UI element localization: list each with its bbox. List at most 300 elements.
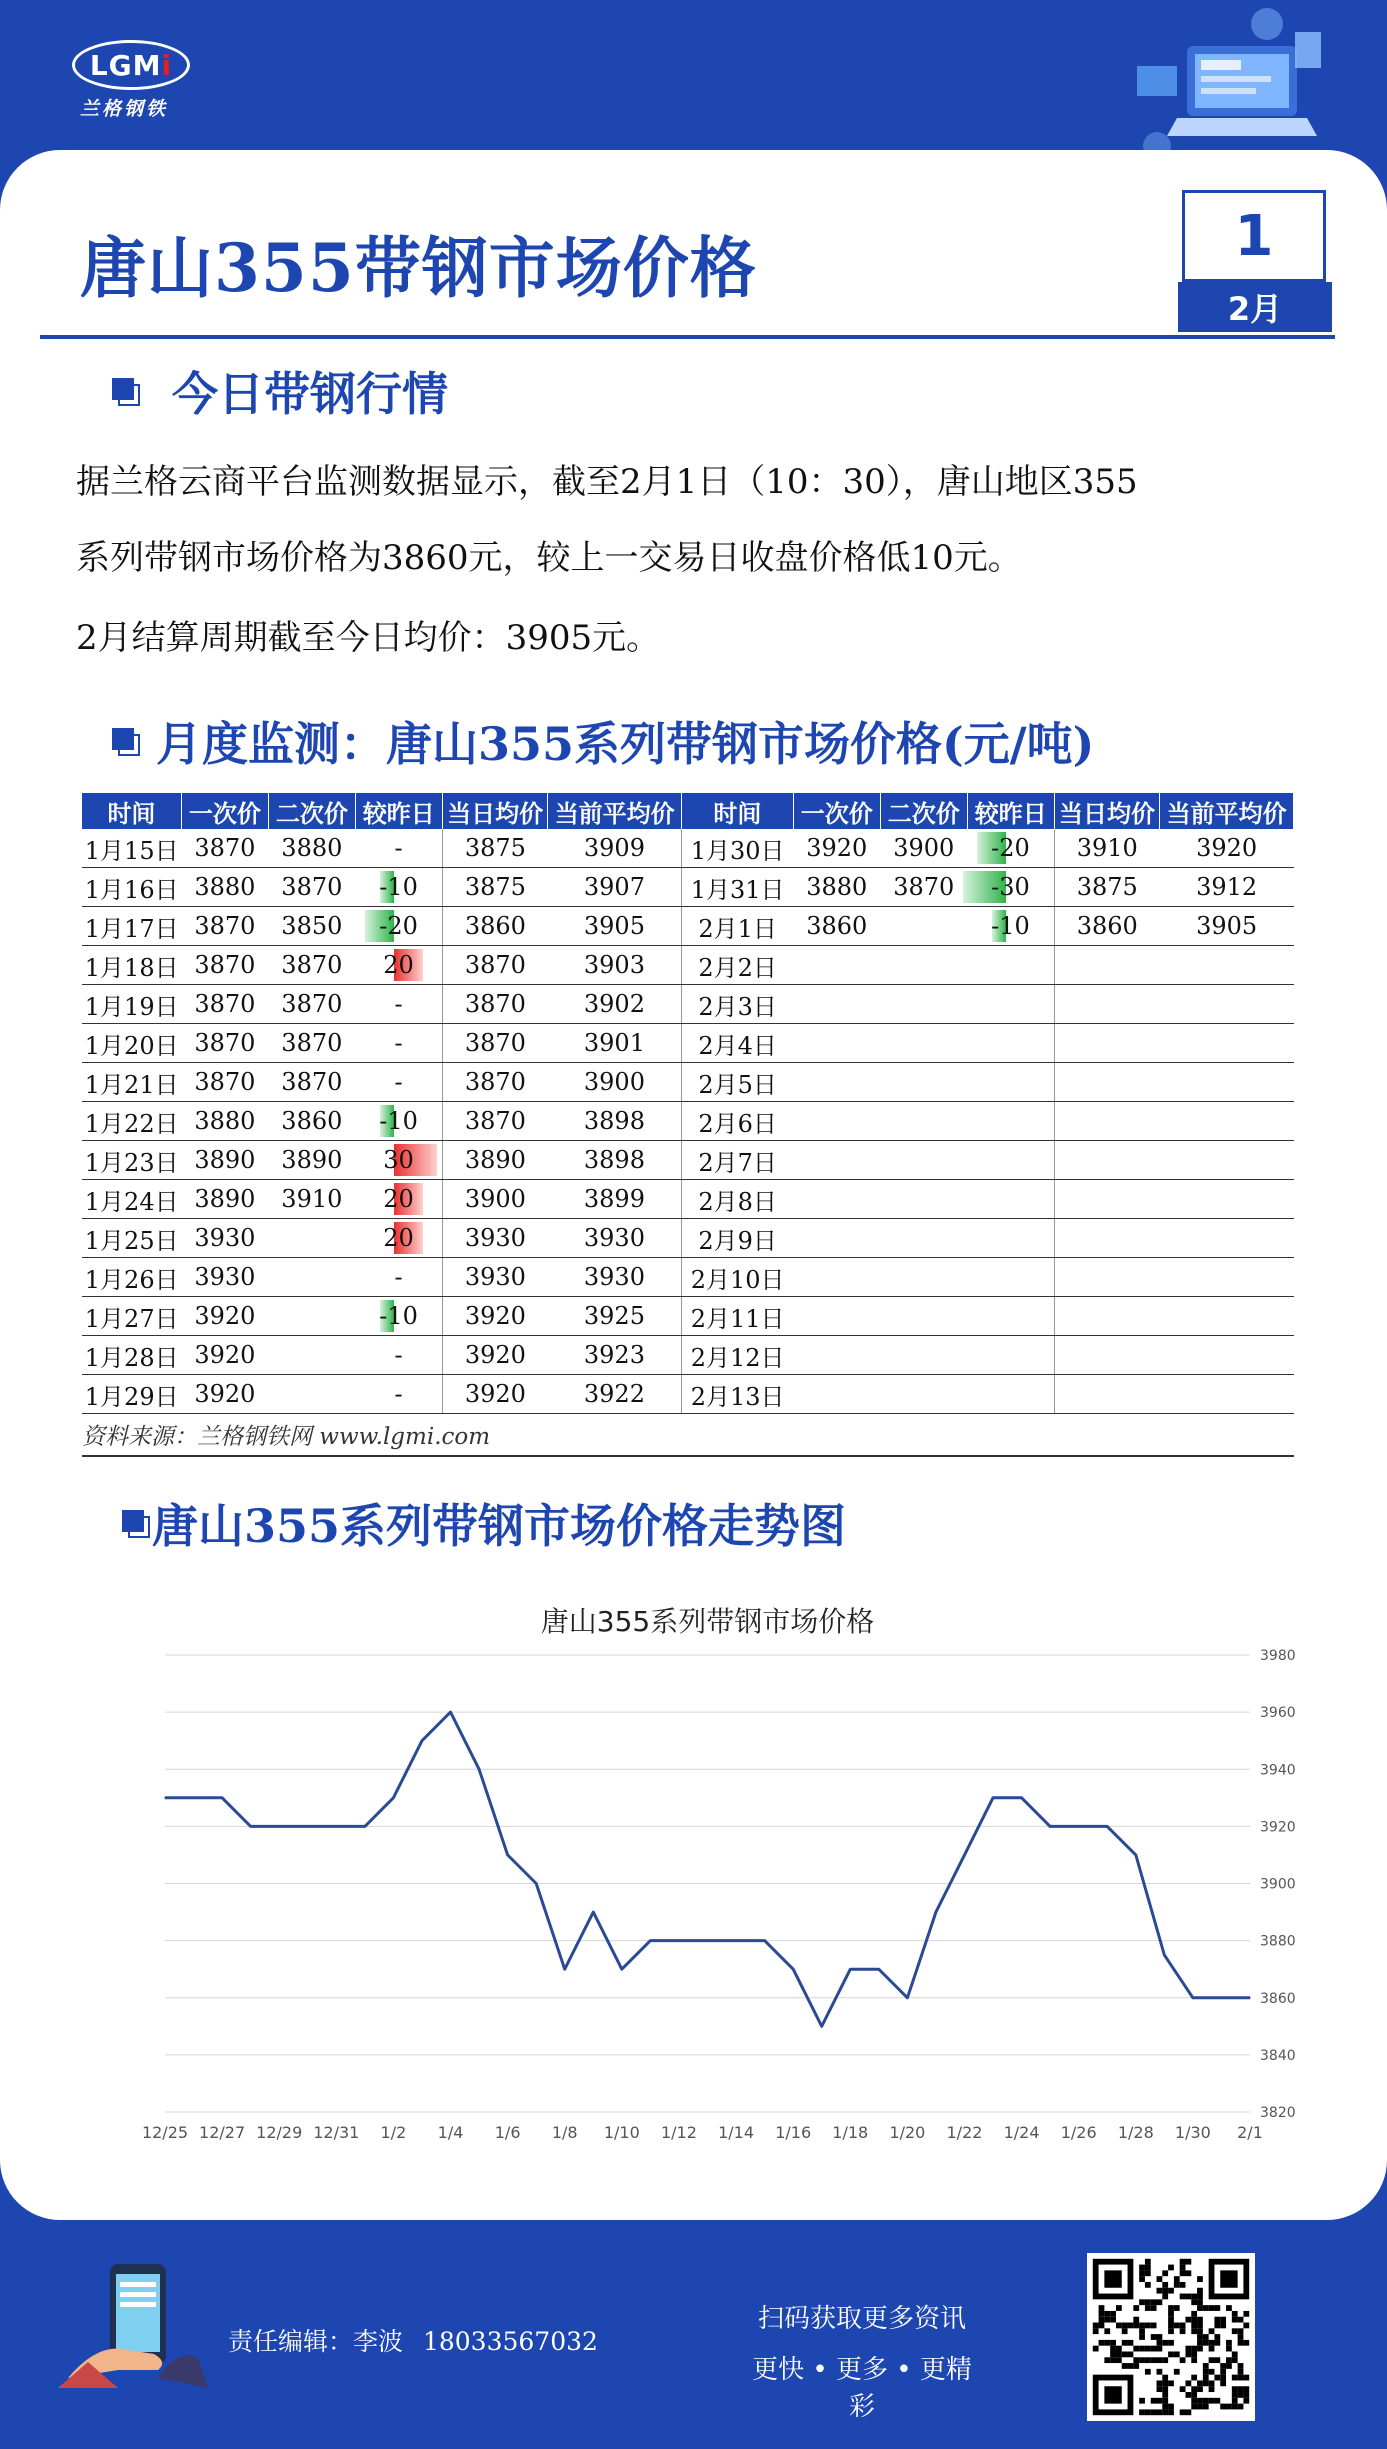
table-cell [1160, 1258, 1294, 1297]
data-point [221, 1797, 223, 1799]
table-cell: 3870 [268, 1063, 355, 1102]
change-cell [967, 1258, 1054, 1297]
table-cell [1054, 946, 1160, 985]
qr-code[interactable] [1087, 2253, 1255, 2421]
x-tick-label: 1/30 [1174, 2123, 1211, 2142]
table-cell: 2月10日 [681, 1258, 793, 1297]
data-point [450, 1711, 452, 1713]
table-cell: 3870 [181, 829, 268, 868]
table-body [82, 829, 1294, 1414]
table-cell [880, 1141, 967, 1180]
series-line [165, 1712, 1250, 2026]
table-cell: 3903 [548, 946, 682, 985]
table-cell: 3870 [442, 946, 548, 985]
table-cell: 3875 [1054, 868, 1160, 907]
change-cell [355, 1375, 442, 1414]
table-cell: 3870 [181, 1063, 268, 1102]
table-cell [880, 1063, 967, 1102]
change-value: - [394, 1029, 403, 1057]
data-point [393, 1797, 395, 1799]
table-cell: 1月18日 [82, 946, 181, 985]
table-cell [793, 1375, 880, 1414]
data-source: 资料来源：兰格钢铁网 www.lgmi.com [82, 1418, 1294, 1457]
data-point [1221, 1997, 1223, 1999]
data-point [707, 1940, 709, 1942]
change-cell [967, 1297, 1054, 1336]
table-cell [1160, 1219, 1294, 1258]
table-cell [793, 1141, 880, 1180]
table-cell [1054, 1024, 1160, 1063]
table-row [82, 868, 1294, 907]
change-value: - [394, 834, 403, 862]
x-tick-label: 1/8 [551, 2123, 578, 2142]
table-cell: 3880 [268, 829, 355, 868]
table-row [82, 1336, 1294, 1375]
section-bullet-icon [112, 728, 138, 754]
column-header: 二次价 [880, 793, 967, 829]
column-header: 时间 [82, 793, 181, 829]
data-point [849, 1968, 851, 1970]
table-row [82, 1063, 1294, 1102]
change-value: 20 [383, 1224, 414, 1252]
table-cell: 3898 [548, 1102, 682, 1141]
table-cell: 3920 [442, 1336, 548, 1375]
table-cell: 3898 [548, 1141, 682, 1180]
x-tick-label: 12/25 [141, 2123, 189, 2142]
title-divider [40, 335, 1335, 339]
section-today [112, 358, 448, 424]
table-cell [880, 1375, 967, 1414]
table-cell [1054, 1063, 1160, 1102]
data-point [478, 1768, 480, 1770]
data-point [764, 1940, 766, 1942]
table-cell [268, 1297, 355, 1336]
table-cell [880, 907, 967, 946]
table-cell: 1月25日 [82, 1219, 181, 1258]
chart-title: 唐山355系列带钢市场价格 [540, 1605, 875, 1638]
table-cell [793, 985, 880, 1024]
change-cell [355, 1102, 442, 1141]
table-cell: 3890 [181, 1141, 268, 1180]
x-tick-label: 1/26 [1060, 2123, 1097, 2142]
change-cell [967, 1180, 1054, 1219]
change-cell [355, 1141, 442, 1180]
data-point [193, 1797, 195, 1799]
change-cell [967, 985, 1054, 1024]
data-point [278, 1826, 280, 1828]
table-cell: 3870 [442, 985, 548, 1024]
data-point [535, 1883, 537, 1885]
change-value: -10 [991, 912, 1030, 940]
column-header: 时间 [681, 793, 793, 829]
y-tick-label: 3940 [1260, 1762, 1296, 1779]
table-cell: 3901 [548, 1024, 682, 1063]
change-value: -20 [379, 912, 418, 940]
data-point [507, 1854, 509, 1856]
x-tick-label: 1/18 [832, 2123, 869, 2142]
change-cell [355, 1024, 442, 1063]
data-point [1021, 1797, 1023, 1799]
table-cell: 3902 [548, 985, 682, 1024]
table-cell: 2月12日 [681, 1336, 793, 1375]
table-cell: 3860 [268, 1102, 355, 1141]
table-cell: 1月30日 [681, 829, 793, 868]
table-cell: 3870 [268, 985, 355, 1024]
x-tick-label: 1/12 [660, 2123, 697, 2142]
change-value: 20 [383, 1185, 414, 1213]
column-header: 一次价 [793, 793, 880, 829]
table-cell: 1月24日 [82, 1180, 181, 1219]
x-tick-label: 1/20 [889, 2123, 926, 2142]
table-row [82, 1258, 1294, 1297]
table-cell: 3870 [181, 985, 268, 1024]
table-cell [880, 985, 967, 1024]
data-point [1249, 1997, 1251, 1999]
table-cell: 3890 [181, 1180, 268, 1219]
data-point [564, 1968, 566, 1970]
data-point [678, 1940, 680, 1942]
change-value: - [394, 1341, 403, 1369]
data-point [1106, 1826, 1108, 1828]
table-cell [1160, 1297, 1294, 1336]
table-cell [1054, 985, 1160, 1024]
x-tick-label: 1/4 [437, 2123, 464, 2142]
data-point [1049, 1826, 1051, 1828]
change-cell [967, 1219, 1054, 1258]
table-cell: 3870 [268, 1024, 355, 1063]
table-cell: 2月2日 [681, 946, 793, 985]
table-cell [1054, 1141, 1160, 1180]
change-cell [355, 1297, 442, 1336]
summary-line-3: 2月结算周期截至今日均价：3905元。 [76, 618, 661, 658]
table-cell: 2月3日 [681, 985, 793, 1024]
table-cell [793, 1102, 880, 1141]
table-cell [880, 946, 967, 985]
table-cell: 3900 [442, 1180, 548, 1219]
tech-illustration-icon [1117, 6, 1327, 166]
table-row [82, 1297, 1294, 1336]
table-cell [1160, 1375, 1294, 1414]
table-cell: 3905 [1160, 907, 1294, 946]
change-cell [967, 829, 1054, 868]
x-tick-label: 12/27 [199, 2123, 246, 2142]
data-point [1192, 1997, 1194, 1999]
table-cell [793, 946, 880, 985]
table-row [82, 829, 1294, 868]
table-cell: 3900 [880, 829, 967, 868]
table-cell: 3930 [442, 1219, 548, 1258]
table-cell: 1月17日 [82, 907, 181, 946]
table-cell: 3920 [793, 829, 880, 868]
table-cell: 3923 [548, 1336, 682, 1375]
table-cell [1160, 946, 1294, 985]
table-cell: 3870 [181, 1024, 268, 1063]
table-cell [880, 1102, 967, 1141]
table-cell [793, 1336, 880, 1375]
summary-line-2: 系列带钢市场价格为3860元，较上一交易日收盘价格低10元。 [76, 538, 1022, 578]
x-tick-label: 1/14 [718, 2123, 755, 2142]
table-cell: 3910 [1054, 829, 1160, 868]
data-point [878, 1968, 880, 1970]
table-cell: 2月13日 [681, 1375, 793, 1414]
data-point [592, 1911, 594, 1913]
change-value: - [394, 1068, 403, 1096]
table-cell: 3880 [793, 868, 880, 907]
table-cell: 2月8日 [681, 1180, 793, 1219]
scan-line-2: 更快 • 更多 • 更精彩 [752, 2355, 972, 2422]
data-point [792, 1968, 794, 1970]
monthly-price-table [82, 793, 1294, 1414]
table-cell: 3900 [548, 1063, 682, 1102]
table-row [82, 1180, 1294, 1219]
table-cell: 3870 [181, 946, 268, 985]
table-cell: 3920 [442, 1375, 548, 1414]
data-point [935, 1911, 937, 1913]
table-cell: 3930 [442, 1258, 548, 1297]
change-cell [355, 1063, 442, 1102]
brand-logo[interactable] [72, 34, 192, 124]
table-cell: 3870 [880, 868, 967, 907]
table-cell [268, 1258, 355, 1297]
data-point [421, 1740, 423, 1742]
table-row [82, 1375, 1294, 1414]
change-value: - [394, 1380, 403, 1408]
table-row [82, 1024, 1294, 1063]
table-cell [1054, 1297, 1160, 1336]
table-cell: 2月9日 [681, 1219, 793, 1258]
table-cell: 3870 [442, 1063, 548, 1102]
table-cell [1054, 1336, 1160, 1375]
table-cell [1160, 1102, 1294, 1141]
table-cell: 3930 [181, 1258, 268, 1297]
table-cell: 3875 [442, 868, 548, 907]
table-cell: 3899 [548, 1180, 682, 1219]
table-cell: 2月1日 [681, 907, 793, 946]
change-cell [967, 868, 1054, 907]
table-cell [1054, 1219, 1160, 1258]
table-cell: 3860 [442, 907, 548, 946]
change-cell [967, 1102, 1054, 1141]
logo-mark: LGM i [72, 40, 190, 90]
table-cell: 3920 [181, 1375, 268, 1414]
section-bullet-icon [122, 1510, 148, 1536]
section-monthly [112, 708, 1094, 774]
editor-phone[interactable]: 18033567032 [422, 2327, 598, 2356]
table-row [82, 1141, 1294, 1180]
change-cell [967, 907, 1054, 946]
change-cell [967, 1336, 1054, 1375]
table-cell: 3925 [548, 1297, 682, 1336]
table-cell [793, 1063, 880, 1102]
change-value: - [394, 1263, 403, 1291]
change-value: -30 [991, 873, 1030, 901]
editor-info [228, 2322, 610, 2358]
column-header: 较昨日 [967, 793, 1054, 829]
table-cell [268, 1375, 355, 1414]
table-cell [793, 1258, 880, 1297]
change-value: 30 [383, 1146, 414, 1174]
table-cell: 3860 [793, 907, 880, 946]
table-cell: 1月22日 [82, 1102, 181, 1141]
x-tick-label: 12/31 [313, 2123, 360, 2142]
data-point [164, 1797, 166, 1799]
x-tick-label: 2/1 [1237, 2123, 1263, 2142]
y-tick-label: 3840 [1260, 2047, 1296, 2064]
table-cell [880, 1180, 967, 1219]
table-cell [1160, 1336, 1294, 1375]
y-tick-label: 3860 [1260, 1990, 1296, 2007]
column-header: 当前平均价 [548, 793, 682, 829]
change-cell [967, 946, 1054, 985]
table-cell: 3870 [181, 907, 268, 946]
table-cell: 1月23日 [82, 1141, 181, 1180]
data-point [735, 1940, 737, 1942]
change-cell [355, 1336, 442, 1375]
table-cell [268, 1336, 355, 1375]
change-value: 20 [383, 951, 414, 979]
table-cell: 3870 [442, 1102, 548, 1141]
column-header: 当日均价 [442, 793, 548, 829]
table-cell [1054, 1258, 1160, 1297]
table-cell: 3907 [548, 868, 682, 907]
table-cell: 3870 [268, 868, 355, 907]
table-cell: 1月16日 [82, 868, 181, 907]
x-tick-label: 1/10 [603, 2123, 640, 2142]
table-cell [1160, 1063, 1294, 1102]
table-cell [880, 1297, 967, 1336]
change-value: -10 [379, 1107, 418, 1135]
data-point [650, 1940, 652, 1942]
data-point [336, 1826, 338, 1828]
table-cell: 2月6日 [681, 1102, 793, 1141]
table-cell [793, 1219, 880, 1258]
data-point [964, 1854, 966, 1856]
phone-hand-icon [58, 2258, 208, 2388]
table-cell: 1月28日 [82, 1336, 181, 1375]
table-row [82, 946, 1294, 985]
table-cell: 2月11日 [681, 1297, 793, 1336]
section-bullet-icon [112, 378, 138, 404]
change-cell [355, 1258, 442, 1297]
table-cell: 3890 [268, 1141, 355, 1180]
x-tick-label: 1/16 [775, 2123, 812, 2142]
column-header: 较昨日 [355, 793, 442, 829]
table-cell: 1月21日 [82, 1063, 181, 1102]
summary-line-1: 据兰格云商平台监测数据显示，截至2月1日（10：30），唐山地区355 [76, 462, 1138, 502]
y-tick-label: 3980 [1260, 1648, 1296, 1664]
table-cell: 3880 [181, 868, 268, 907]
y-tick-label: 3960 [1260, 1705, 1296, 1722]
change-value: -10 [379, 1302, 418, 1330]
x-tick-label: 1/28 [1117, 2123, 1154, 2142]
logo-cn: 兰格钢铁 [80, 98, 169, 120]
table-cell [1054, 1375, 1160, 1414]
data-point [364, 1826, 366, 1828]
data-point [1135, 1854, 1137, 1856]
table-cell [1160, 1024, 1294, 1063]
table-cell: 1月19日 [82, 985, 181, 1024]
section-trend [122, 1490, 846, 1556]
table-cell: 3920 [442, 1297, 548, 1336]
table-cell [1160, 1180, 1294, 1219]
price-trend-chart [120, 1595, 1300, 2165]
table-cell: 3905 [548, 907, 682, 946]
table-cell [1054, 1180, 1160, 1219]
table-cell: 3910 [268, 1180, 355, 1219]
y-tick-label: 3880 [1260, 1933, 1296, 1950]
date-day: 1 [1182, 190, 1326, 282]
column-header: 当日均价 [1054, 793, 1160, 829]
table-cell: 3920 [1160, 829, 1294, 868]
table-row [82, 907, 1294, 946]
table-cell: 3920 [181, 1297, 268, 1336]
table-cell: 1月29日 [82, 1375, 181, 1414]
table-cell: 3930 [181, 1219, 268, 1258]
table-cell [793, 1297, 880, 1336]
section-monthly-heading: 月度监测：唐山355系列带钢市场价格(元/吨) [156, 717, 1095, 771]
table-cell [1160, 1141, 1294, 1180]
x-tick-label: 1/22 [946, 2123, 983, 2142]
data-point [821, 2026, 823, 2028]
table-cell: 3870 [442, 1024, 548, 1063]
scan-prompt [752, 2298, 972, 2437]
table-cell: 3909 [548, 829, 682, 868]
x-tick-label: 1/6 [494, 2123, 521, 2142]
table-row [82, 985, 1294, 1024]
table-cell: 2月5日 [681, 1063, 793, 1102]
table-cell: 1月27日 [82, 1297, 181, 1336]
scan-line-1: 扫码获取更多资讯 [757, 2304, 966, 2334]
change-cell [355, 1180, 442, 1219]
section-trend-heading: 唐山355系列带钢市场价格走势图 [152, 1499, 847, 1553]
data-point [250, 1826, 252, 1828]
column-header: 当前平均价 [1160, 793, 1294, 829]
change-cell [355, 985, 442, 1024]
y-tick-label: 3820 [1260, 2105, 1296, 2121]
change-value: - [394, 990, 403, 1018]
section-today-heading: 今日带钢行情 [172, 367, 448, 421]
table-cell [793, 1024, 880, 1063]
table-cell [1160, 985, 1294, 1024]
table-cell: 1月20日 [82, 1024, 181, 1063]
table-cell: 3890 [442, 1141, 548, 1180]
change-cell [355, 1219, 442, 1258]
table-cell: 3922 [548, 1375, 682, 1414]
table-cell: 2月7日 [681, 1141, 793, 1180]
table-cell: 3912 [1160, 868, 1294, 907]
table-cell: 3875 [442, 829, 548, 868]
table-cell: 3880 [181, 1102, 268, 1141]
x-tick-label: 12/29 [256, 2123, 303, 2142]
data-point [907, 1997, 909, 1999]
table-cell [880, 1219, 967, 1258]
table-cell [880, 1336, 967, 1375]
y-tick-label: 3900 [1260, 1876, 1296, 1893]
date-month: 2月 [1178, 282, 1332, 332]
change-cell [967, 1024, 1054, 1063]
change-cell [355, 868, 442, 907]
table-cell [880, 1258, 967, 1297]
table-cell [880, 1024, 967, 1063]
data-point [1164, 1954, 1166, 1956]
column-header: 二次价 [268, 793, 355, 829]
change-cell [967, 1063, 1054, 1102]
data-point [307, 1826, 309, 1828]
table-cell: 3920 [181, 1336, 268, 1375]
column-header: 一次价 [181, 793, 268, 829]
data-point [621, 1968, 623, 1970]
y-tick-label: 3920 [1260, 1819, 1296, 1836]
